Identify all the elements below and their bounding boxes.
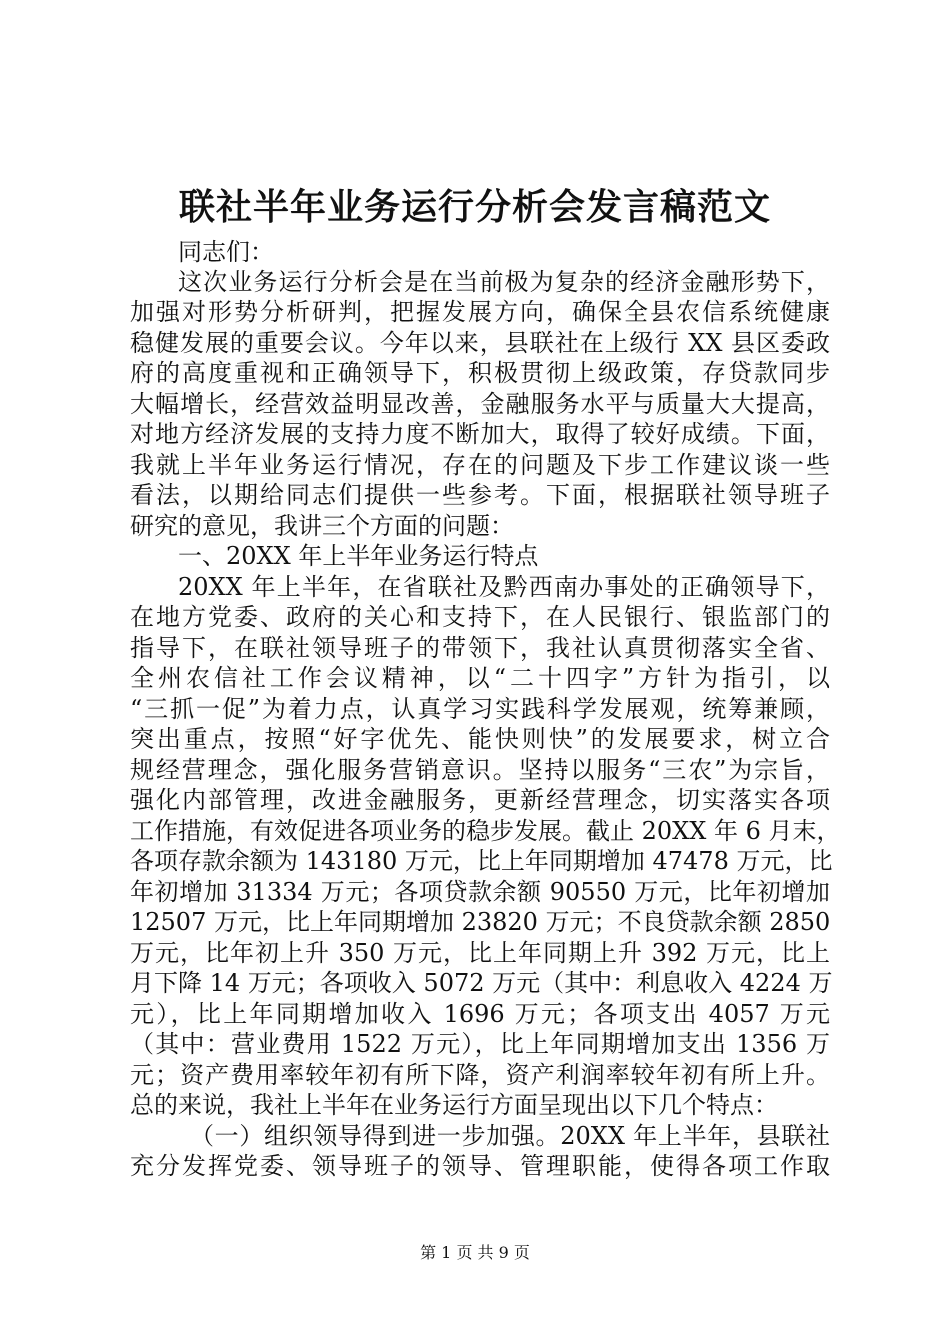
text-line: 12507 万元，比上年同期增加 23820 万元；不良贷款余额 2850: [130, 908, 831, 936]
section-heading: 一、20XX 年上半年业务运行特点: [178, 542, 539, 570]
text-line: 20XX 年上半年，在省联社及黔西南办事处的正确领导下，: [178, 573, 830, 601]
text-line: 稳健发展的重要会议。今年以来，县联社在上级行 XX 县区委政: [130, 329, 830, 357]
text-line: 万元，比年初上升 350 万元，比上年同期上升 392 万元，比上: [130, 939, 830, 967]
text-line: 看法，以期给同志们提供一些参考。下面，根据联社领导班子: [130, 481, 830, 509]
text-line: 充分发挥党委、领导班子的领导、管理职能，使得各项工作取: [130, 1152, 830, 1180]
document-title: 联社半年业务运行分析会发言稿范文: [178, 186, 771, 228]
text-line: 元），比上年同期增加收入 1696 万元；各项支出 4057 万元: [130, 1000, 830, 1028]
text-line: 研究的意见，我讲三个方面的问题：: [130, 512, 514, 540]
subsection-heading-line: （一）组织领导得到进一步加强。20XX 年上半年，县联社: [190, 1122, 830, 1150]
text-line: （其中：营业费用 1522 万元），比上年同期增加支出 1356 万: [130, 1030, 830, 1058]
text-line: 各项存款余额为 143180 万元，比上年同期增加 47478 万元，比: [130, 847, 833, 875]
text-line: 我就上半年业务运行情况，存在的问题及下步工作建议谈一些: [130, 451, 830, 479]
text-line: 总的来说，我社上半年在业务运行方面呈现出以下几个特点：: [130, 1091, 778, 1119]
text-line: 同志们：: [178, 238, 274, 266]
text-line: 突出重点，按照“好字优先、能快则快”的发展要求，树立合: [130, 725, 830, 753]
page-number-footer: 第 1 页 共 9 页: [420, 1243, 530, 1262]
text-line: 工作措施，有效促进各项业务的稳步发展。截止 20XX 年 6 月末，: [130, 817, 841, 845]
text-line: 大幅增长，经营效益明显改善，金融服务水平与质量大大提高，: [130, 390, 830, 418]
text-line: 月下降 14 万元；各项收入 5072 万元（其中：利息收入 4224 万: [130, 969, 833, 997]
text-line: 全州农信社工作会议精神，以“二十四字”方针为指引，以: [130, 664, 830, 692]
text-line: 对地方经济发展的支持力度不断加大，取得了较好成绩。下面，: [130, 420, 830, 448]
text-line: 在地方党委、政府的关心和支持下，在人民银行、银监部门的: [130, 603, 830, 631]
text-line: 府的高度重视和正确领导下，积极贯彻上级政策，存贷款同步: [130, 359, 830, 387]
text-line: 规经营理念，强化服务营销意识。坚持以服务“三农”为宗旨，: [130, 756, 830, 784]
text-line: 加强对形势分析研判，把握发展方向，确保全县农信系统健康: [130, 298, 830, 326]
text-line: 强化内部管理，改进金融服务，更新经营理念，切实落实各项: [130, 786, 830, 814]
text-line: 年初增加 31334 万元；各项贷款余额 90550 万元，比年初增加: [130, 878, 830, 906]
text-line: 这次业务运行分析会是在当前极为复杂的经济金融形势下，: [178, 268, 830, 296]
text-line: 元；资产费用率较年初有所下降，资产利润率较年初有所上升。: [130, 1061, 830, 1089]
text-line: 指导下，在联社领导班子的带领下，我社认真贯彻落实全省、: [130, 634, 830, 662]
text-line: “三抓一促”为着力点，认真学习实践科学发展观，统筹兼顾，: [130, 695, 830, 723]
